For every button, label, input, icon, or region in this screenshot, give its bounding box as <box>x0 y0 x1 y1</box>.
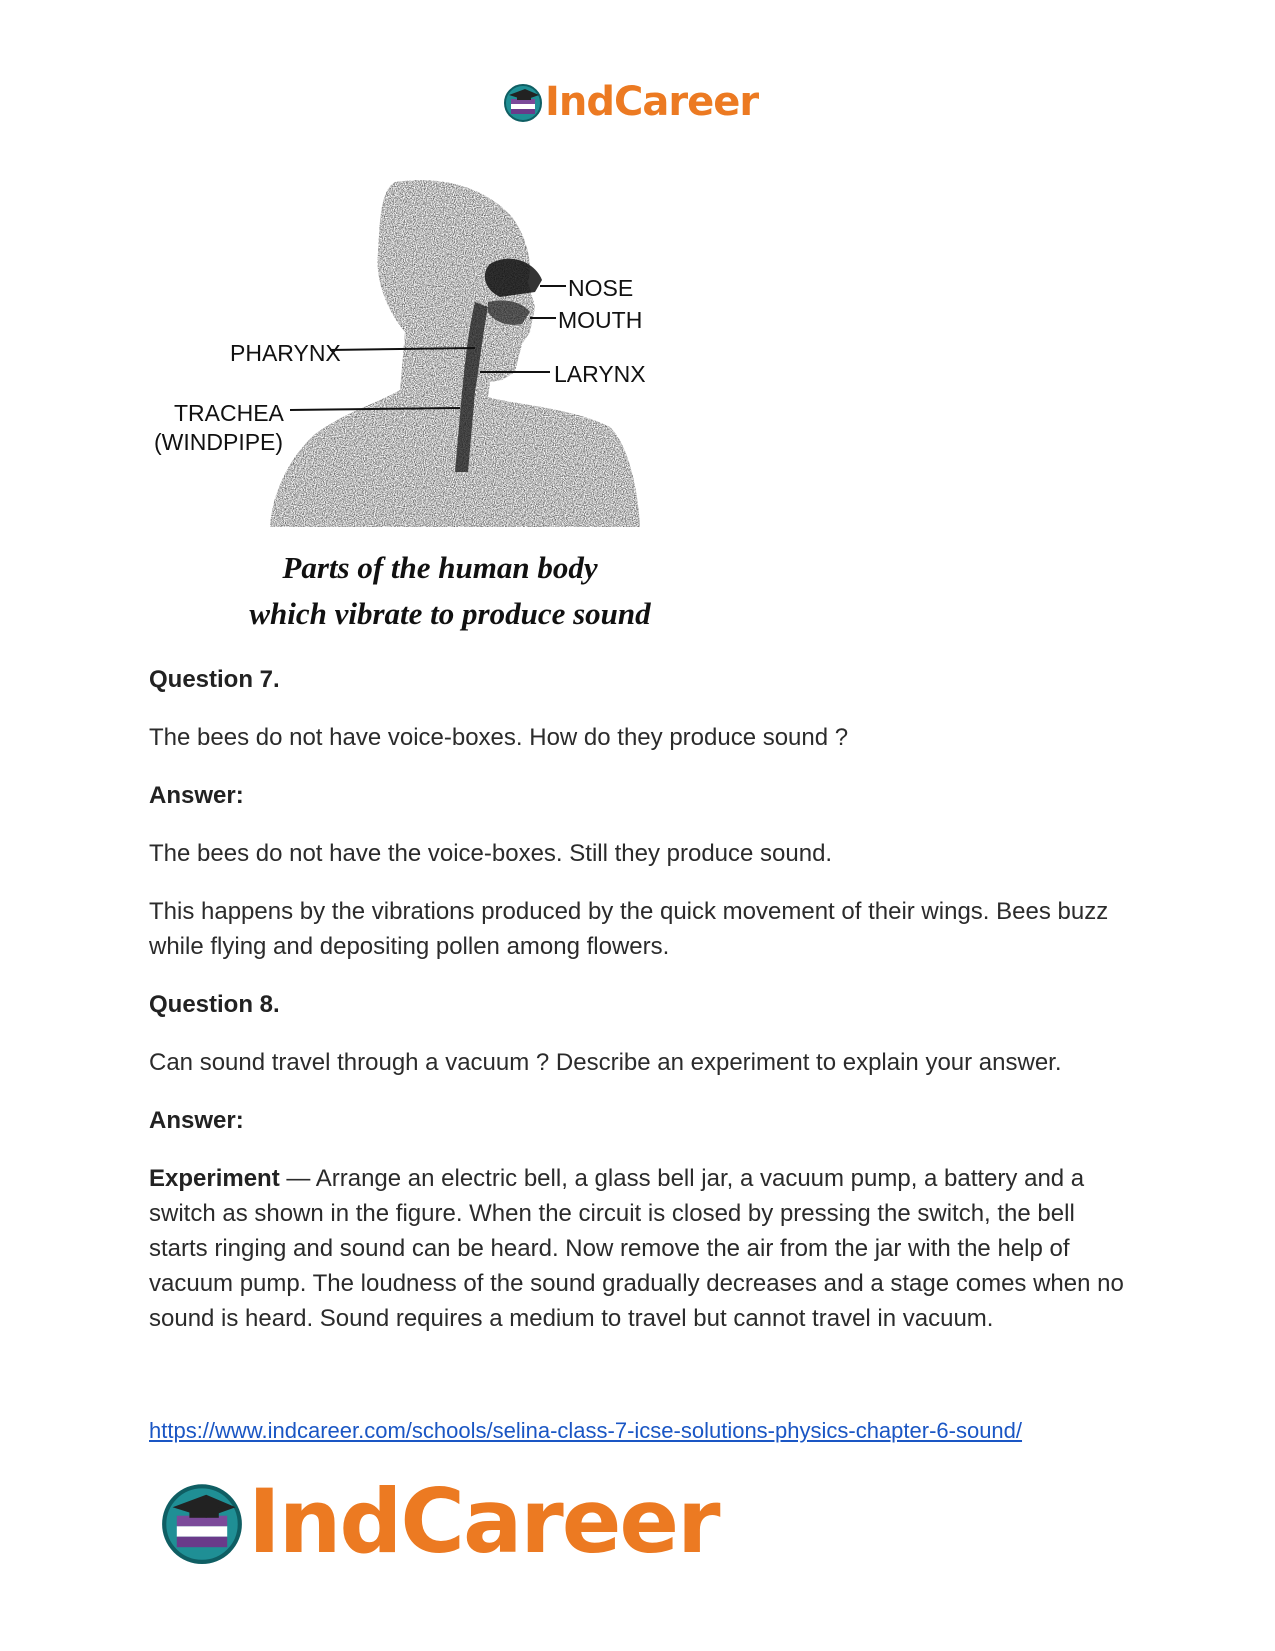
experiment-text: — Arrange an electric bell, a glass bell jar, a vacuum pump, a battery and a switch as shown in the figure. When the circuit is closed by pressing the switch, the bell starts ringing and sound can be heard. Now remove the air from the jar with the help of vacuum pump. The loudness of the sound gradually decreases and a stage comes when no sound is heard. Sound requires a medium to travel but cannot travel in vacuum. <box>149 1165 1124 1332</box>
logo-wordmark: IndCareer <box>248 1470 719 1573</box>
label-mouth: MOUTH <box>558 307 643 333</box>
answer-8-paragraph <box>149 1161 1139 1336</box>
label-trachea: TRACHEA <box>174 400 284 426</box>
question-8-heading: Question 8. <box>149 991 280 1018</box>
answer-7-paragraph-1: The bees do not have the voice-boxes. Still they produce sound. <box>149 840 833 867</box>
answer-7-paragraph-2: This happens by the vibrations produced by the quick movement of their wings. Bees buzz while flying and depositing pollen among flowers. <box>149 898 1109 960</box>
graduation-cap-book-icon <box>503 82 543 122</box>
answer-8-label: Answer: <box>149 1107 244 1134</box>
question-7-heading: Question 7. <box>149 666 280 693</box>
question-7-text: The bees do not have voice-boxes. How do they produce sound ? <box>149 724 849 751</box>
experiment-label: Experiment <box>149 1165 280 1192</box>
label-larynx: LARYNX <box>554 361 646 387</box>
label-pharynx: PHARYNX <box>230 340 341 366</box>
graduation-cap-book-icon <box>160 1480 244 1564</box>
logo-wordmark: IndCareer <box>545 79 759 125</box>
source-url-link[interactable]: https://www.indcareer.com/schools/selina-class-7-icse-solutions-physics-chapter-6-sound/ <box>149 1418 1023 1443</box>
qa-content <box>149 662 1139 1359</box>
question-8-text: Can sound travel through a vacuum ? Describe an experiment to explain your answer. <box>149 1049 1062 1076</box>
footer-logo <box>160 1472 719 1572</box>
label-nose: NOSE <box>568 275 634 301</box>
figure-caption-line2: which vibrate to produce sound <box>249 596 651 631</box>
answer-7-label: Answer: <box>149 782 244 809</box>
label-windpipe: (WINDPIPE) <box>154 429 284 455</box>
header-logo <box>503 78 758 126</box>
figure-caption-line1: Parts of the human body <box>282 550 598 585</box>
